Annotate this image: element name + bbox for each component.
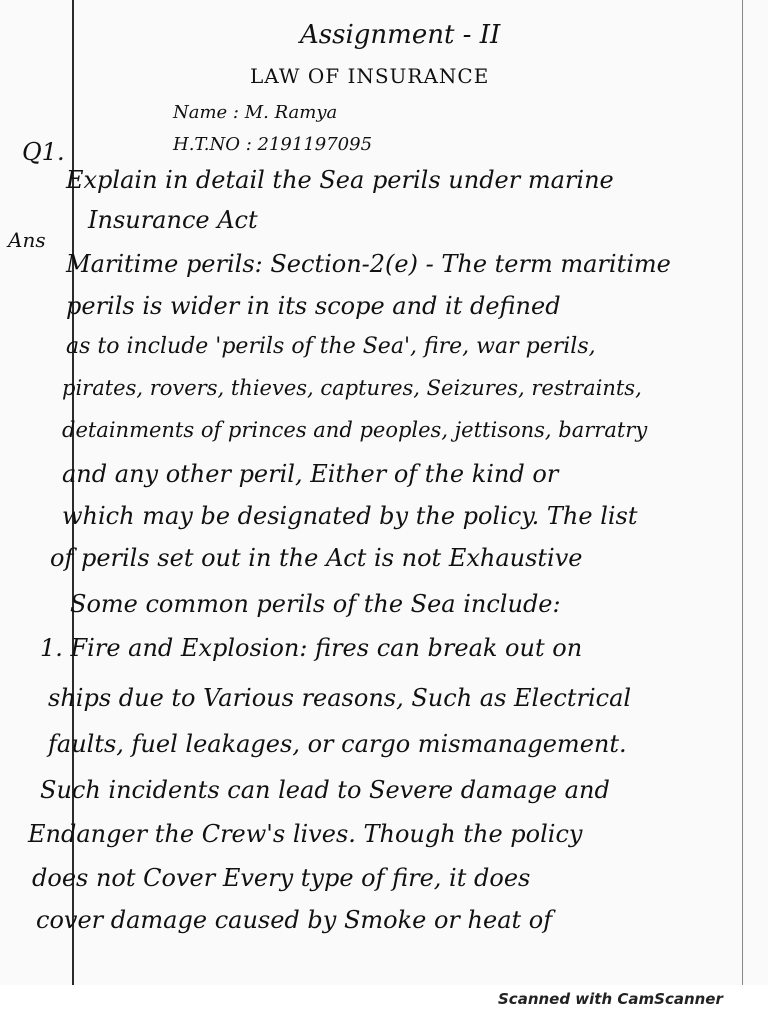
text-line: of perils set out in the Act is not Exhaustive xyxy=(50,544,583,572)
hall-ticket-number: H.T.NO : 2191197095 xyxy=(173,134,373,155)
text-line: Maritime perils: Section-2(e) - The term maritime xyxy=(66,250,671,278)
text-line: does not Cover Every type of fire, it does xyxy=(32,864,531,892)
text-line: which may be designated by the policy. The list xyxy=(62,502,638,530)
text-line: Endanger the Crew's lives. Though the policy xyxy=(28,820,583,848)
scanner-watermark: Scanned with CamScanner xyxy=(498,990,723,1008)
text-line: Such incidents can lead to Severe damage and xyxy=(40,776,610,804)
text-line: Explain in detail the Sea perils under marine xyxy=(66,166,614,194)
text-line: faults, fuel leakages, or cargo mismanagement. xyxy=(48,730,627,758)
text-line: 1. Fire and Explosion: fires can break out on xyxy=(40,634,583,662)
answer-label: Ans xyxy=(8,228,46,252)
subject-heading: LAW OF INSURANCE xyxy=(250,64,490,88)
student-name: Name : M. Ramya xyxy=(173,102,338,123)
text-line: as to include 'perils of the Sea', fire, war perils, xyxy=(66,334,596,359)
text-line: Insurance Act xyxy=(88,206,258,234)
text-line: Some common perils of the Sea include: xyxy=(70,590,561,618)
text-line: detainments of princes and peoples, jettisons, barratry xyxy=(62,418,648,442)
text-line: ships due to Various reasons, Such as Electrical xyxy=(48,684,632,712)
assignment-title: Assignment - II xyxy=(300,20,501,50)
text-line: and any other peril, Either of the kind or xyxy=(62,460,559,488)
page-edge xyxy=(742,0,743,985)
text-line: cover damage caused by Smoke or heat of xyxy=(36,906,553,934)
question-label: Q1. xyxy=(22,138,65,166)
text-line: pirates, rovers, thieves, captures, Seizures, restraints, xyxy=(62,376,642,400)
text-line: perils is wider in its scope and it defined xyxy=(66,292,561,320)
